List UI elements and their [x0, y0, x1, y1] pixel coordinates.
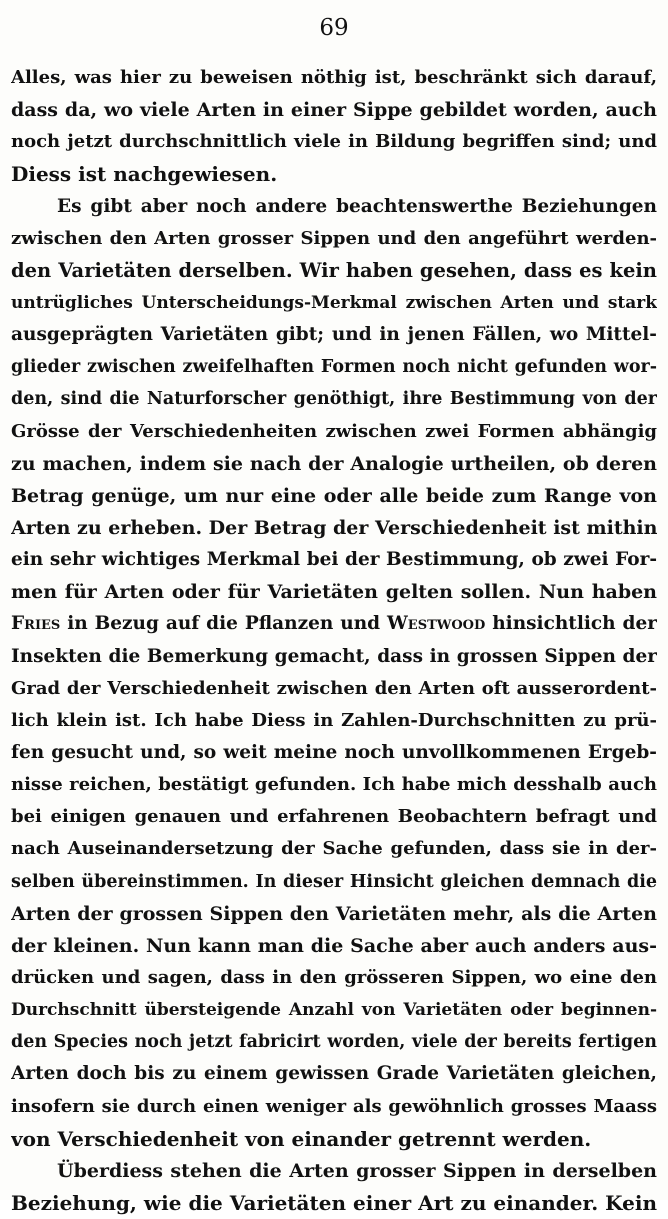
- text-line: den Varietäten derselben. Wir haben gesehen, dass es kein: [11, 258, 657, 282]
- text-line: Arten der grossen Sippen den Varietäten mehr, als die Arten: [11, 902, 657, 925]
- text-line: zwischen den Arten grosser Sippen und den angeführt werden-: [11, 227, 657, 249]
- text-line: zu machen, indem sie nach der Analogie urtheilen, ob deren: [11, 452, 657, 475]
- text-line: ein sehr wichtiges Merkmal bei der Bestimmung, ob zwei For-: [11, 549, 657, 571]
- text-line: Insekten die Bemerkung gemacht, dass in grossen Sippen der: [11, 645, 657, 667]
- text-line: nach Auseinandersetzung der Sache gefunden, dass sie in der-: [11, 838, 657, 860]
- text-line: Fries in Bezug auf die Pflanzen und Westwood hinsichtlich der: [11, 613, 657, 635]
- text-line: Alles, was hier zu beweisen nöthig ist, beschränkt sich darauf,: [11, 67, 657, 88]
- text-line: drücken und sagen, dass in den grösseren Sippen, wo eine den: [11, 966, 657, 988]
- text-line: noch jetzt durchschnittlich viele in Bildung begriffen sind; und: [11, 131, 657, 153]
- text-line: Arten zu erheben. Der Betrag der Verschiedenheit ist mithin: [11, 516, 657, 539]
- text-line: men für Arten oder für Varietäten gelten sollen. Nun haben: [11, 581, 657, 604]
- text-line: Diess ist nachgewiesen.: [11, 162, 278, 187]
- text-line: nisse reichen, bestätigt gefunden. Ich habe mich desshalb auch: [11, 774, 657, 796]
- text-line: Durchschnitt übersteigende Anzahl von Varietäten oder beginnen-: [11, 1000, 657, 1021]
- text-line: glieder zwischen zweifelhaften Formen noch nicht gefunden wor-: [11, 357, 657, 378]
- text-line: fen gesucht und, so weit meine noch unvollkommenen Ergeb-: [11, 741, 657, 763]
- text-line: lich klein ist. Ich habe Diess in Zahlen-Durchschnitten zu prü-: [11, 709, 657, 731]
- text-line: den, sind die Naturforscher genöthigt, ihre Bestimmung von der: [11, 389, 657, 410]
- text-line: untrügliches Unterscheidungs-Merkmal zwischen Arten und stark: [11, 292, 657, 313]
- text-line: Es gibt aber noch andere beachtenswerthe Beziehungen: [57, 195, 657, 217]
- text-line: Betrag genüge, um nur eine oder alle beide zum Range von: [11, 484, 657, 507]
- text-line: Grösse der Verschiedenheiten zwischen zwei Formen abhängig: [11, 420, 657, 442]
- text-line: dass da, wo viele Arten in einer Sippe gebildet worden, auch: [11, 99, 657, 122]
- text-line: Grad der Verschiedenheit zwischen den Arten oft ausserordent-: [11, 677, 657, 699]
- text-line: ausgeprägten Varietäten gibt; und in jenen Fällen, wo Mittel-: [11, 324, 657, 346]
- page-number: 69: [319, 15, 349, 41]
- text-line: insofern sie durch einen weniger als gewöhnlich grosses Maass: [11, 1095, 657, 1117]
- text-line: von Verschiedenheit von einander getrennt werden.: [11, 1126, 592, 1151]
- text-line: den Species noch jetzt fabricirt worden, viele der bereits fertigen: [11, 1032, 657, 1053]
- text-line: Beziehung, wie die Varietäten einer Art zu einander. Kein: [11, 1190, 657, 1215]
- body-text: [11, 62, 657, 1219]
- text-line: bei einigen genauen und erfahrenen Beobachtern befragt und: [11, 806, 657, 828]
- text-line: Arten doch bis zu einem gewissen Grade Varietäten gleichen,: [11, 1063, 657, 1085]
- text-line: der kleinen. Nun kann man die Sache aber auch anders aus-: [11, 934, 657, 957]
- text-line: Überdiess stehen die Arten grosser Sippen in derselben: [57, 1159, 657, 1182]
- text-line: selben übereinstimmen. In dieser Hinsicht gleichen demnach die: [11, 871, 657, 892]
